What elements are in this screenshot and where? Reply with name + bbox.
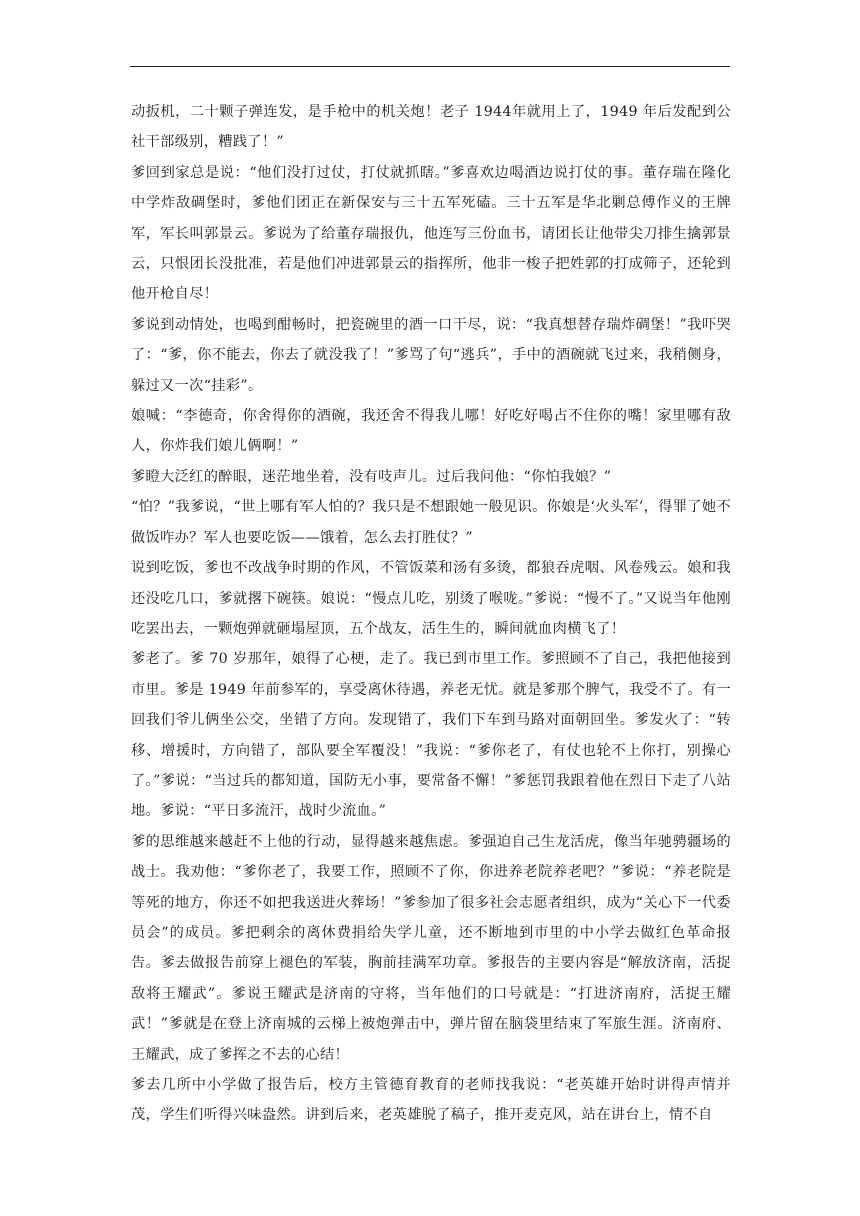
paragraph: 动扳机，二十颗子弹连发，是手枪中的机关炮！老子 1944年就用上了，1949 年后发配到公社干部级别，糟践了！” [131,104,731,151]
paragraph: 爹瞪大泛红的醉眼，迷茫地坐着，没有吱声儿。过后我问他：“你怕我娘？” [131,468,612,485]
paragraph: 爹说到动情处，也喝到酣畅时，把瓷碗里的酒一口干尽，说：“我真想替存瑞炸碉堡！”我吓哭了：“爹，你不能去，你去了就没我了！”爹骂了句“逃兵”，手中的酒碗就飞过来，我稍侧身，躲过又一次“挂彩”。 [131,316,731,394]
paragraph: 说到吃饭，爹也不改战争时期的作风，不管饭菜和汤有多烫，都狼吞虎咽、风卷残云。娘和我还没吃几口，爹就撂下碗筷。娘说：“慢点儿吃，别烫了喉咙。”爹说：“慢不了。”又说当年他刚吃罢出去，一颗炮弹就砸塌屋顶，五个战友，活生生的，瞬间就血肉横飞了！ [131,560,731,637]
paragraph: “怕？”我爹说，“世上哪有军人怕的？我只是不想跟她一般见识。你娘是‘火头军’，得罪了她不做饭咋办？军人也要吃饭——饿着，怎么去打胜仗？” [131,499,731,546]
paragraph: 爹老了。爹 70 岁那年，娘得了心梗，走了。我已到市里工作。爹照顾不了自己，我把他接到市里。爹是 1949 年前参军的，享受离休待遇，养老无忧。就是爹那个脾气，我受不了。有一回我们爷儿俩坐公交，坐错了方向。发现错了，我们下车到马路对面朝回坐。爹发火了：“转移、增援时，方向错了，部队要全军覆没！”我说：“爹你老了，有仗也轮不上你打，别操心了。”爹说：“当过兵的都知道，国防无小事，要常备不懈！”爹惩罚我跟着他在烈日下走了八站地。爹说：“平日多流汗，战时少流血。” [131,651,731,820]
paragraph: 娘喊：“李德奇，你舍得你的酒碗，我还舍不得我儿哪！好吃好喝占不住你的嘴！家里哪有敌人，你炸我们娘儿俩啊！” [131,408,731,455]
paragraph: 爹的思维越来越赶不上他的行动，显得越来越焦虑。爹强迫自己生龙活虎，像当年驰骋疆场的战士。我劝他：“爹你老了，我要工作，照顾不了你，你进养老院养老吧？”爹说：“养老院是等死的地方，你还不如把我送进火葬场！”爹参加了很多社会志愿者组织，成为“关心下一代委员会”的成员。爹把剩余的离休费捐给失学儿童，还不断地到市里的中小学去做红色革命报告。爹去做报告前穿上褪色的军装，胸前挂满军功章。爹报告的主要内容是“解放济南，活捉敌将王耀武”。爹说王耀武是济南的守将，当年他们的口号就是：“打进济南府，活捉王耀武！”爹就是在登上济南城的云梯上被炮弹击中，弹片留在脑袋里结束了军旅生涯。济南府、王耀武，成了爹挥之不去的心结！ [131,833,731,1063]
paragraph: 爹回到家总是说：“他们没打过仗，打仗就抓瞎。”爹喜欢边喝酒边说打仗的事。董存瑞在隆化中学炸敌碉堡时，爹他们团正在新保安与三十五军死磕。三十五军是华北剿总傅作义的王牌军，军长叫郭景云。爹说为了给董存瑞报仇，他连写三份血书，请团长让他带尖刀排生擒郭景云，只恨团长没批准，若是他们冲进郭景云的指挥所，他非一梭子把姓郭的打成筛子，还轮到他开枪自尽！ [131,164,731,303]
header-divider [130,66,730,67]
article-body [131,97,731,1131]
paragraph: 爹去几所中小学做了报告后，校方主管德育教育的老师找我说：“老英雄开始时讲得声情并茂，学生们听得兴味盎然。讲到后来，老英雄脱了稿子，推开麦克风，站在讲台上，情不自 [131,1077,731,1124]
